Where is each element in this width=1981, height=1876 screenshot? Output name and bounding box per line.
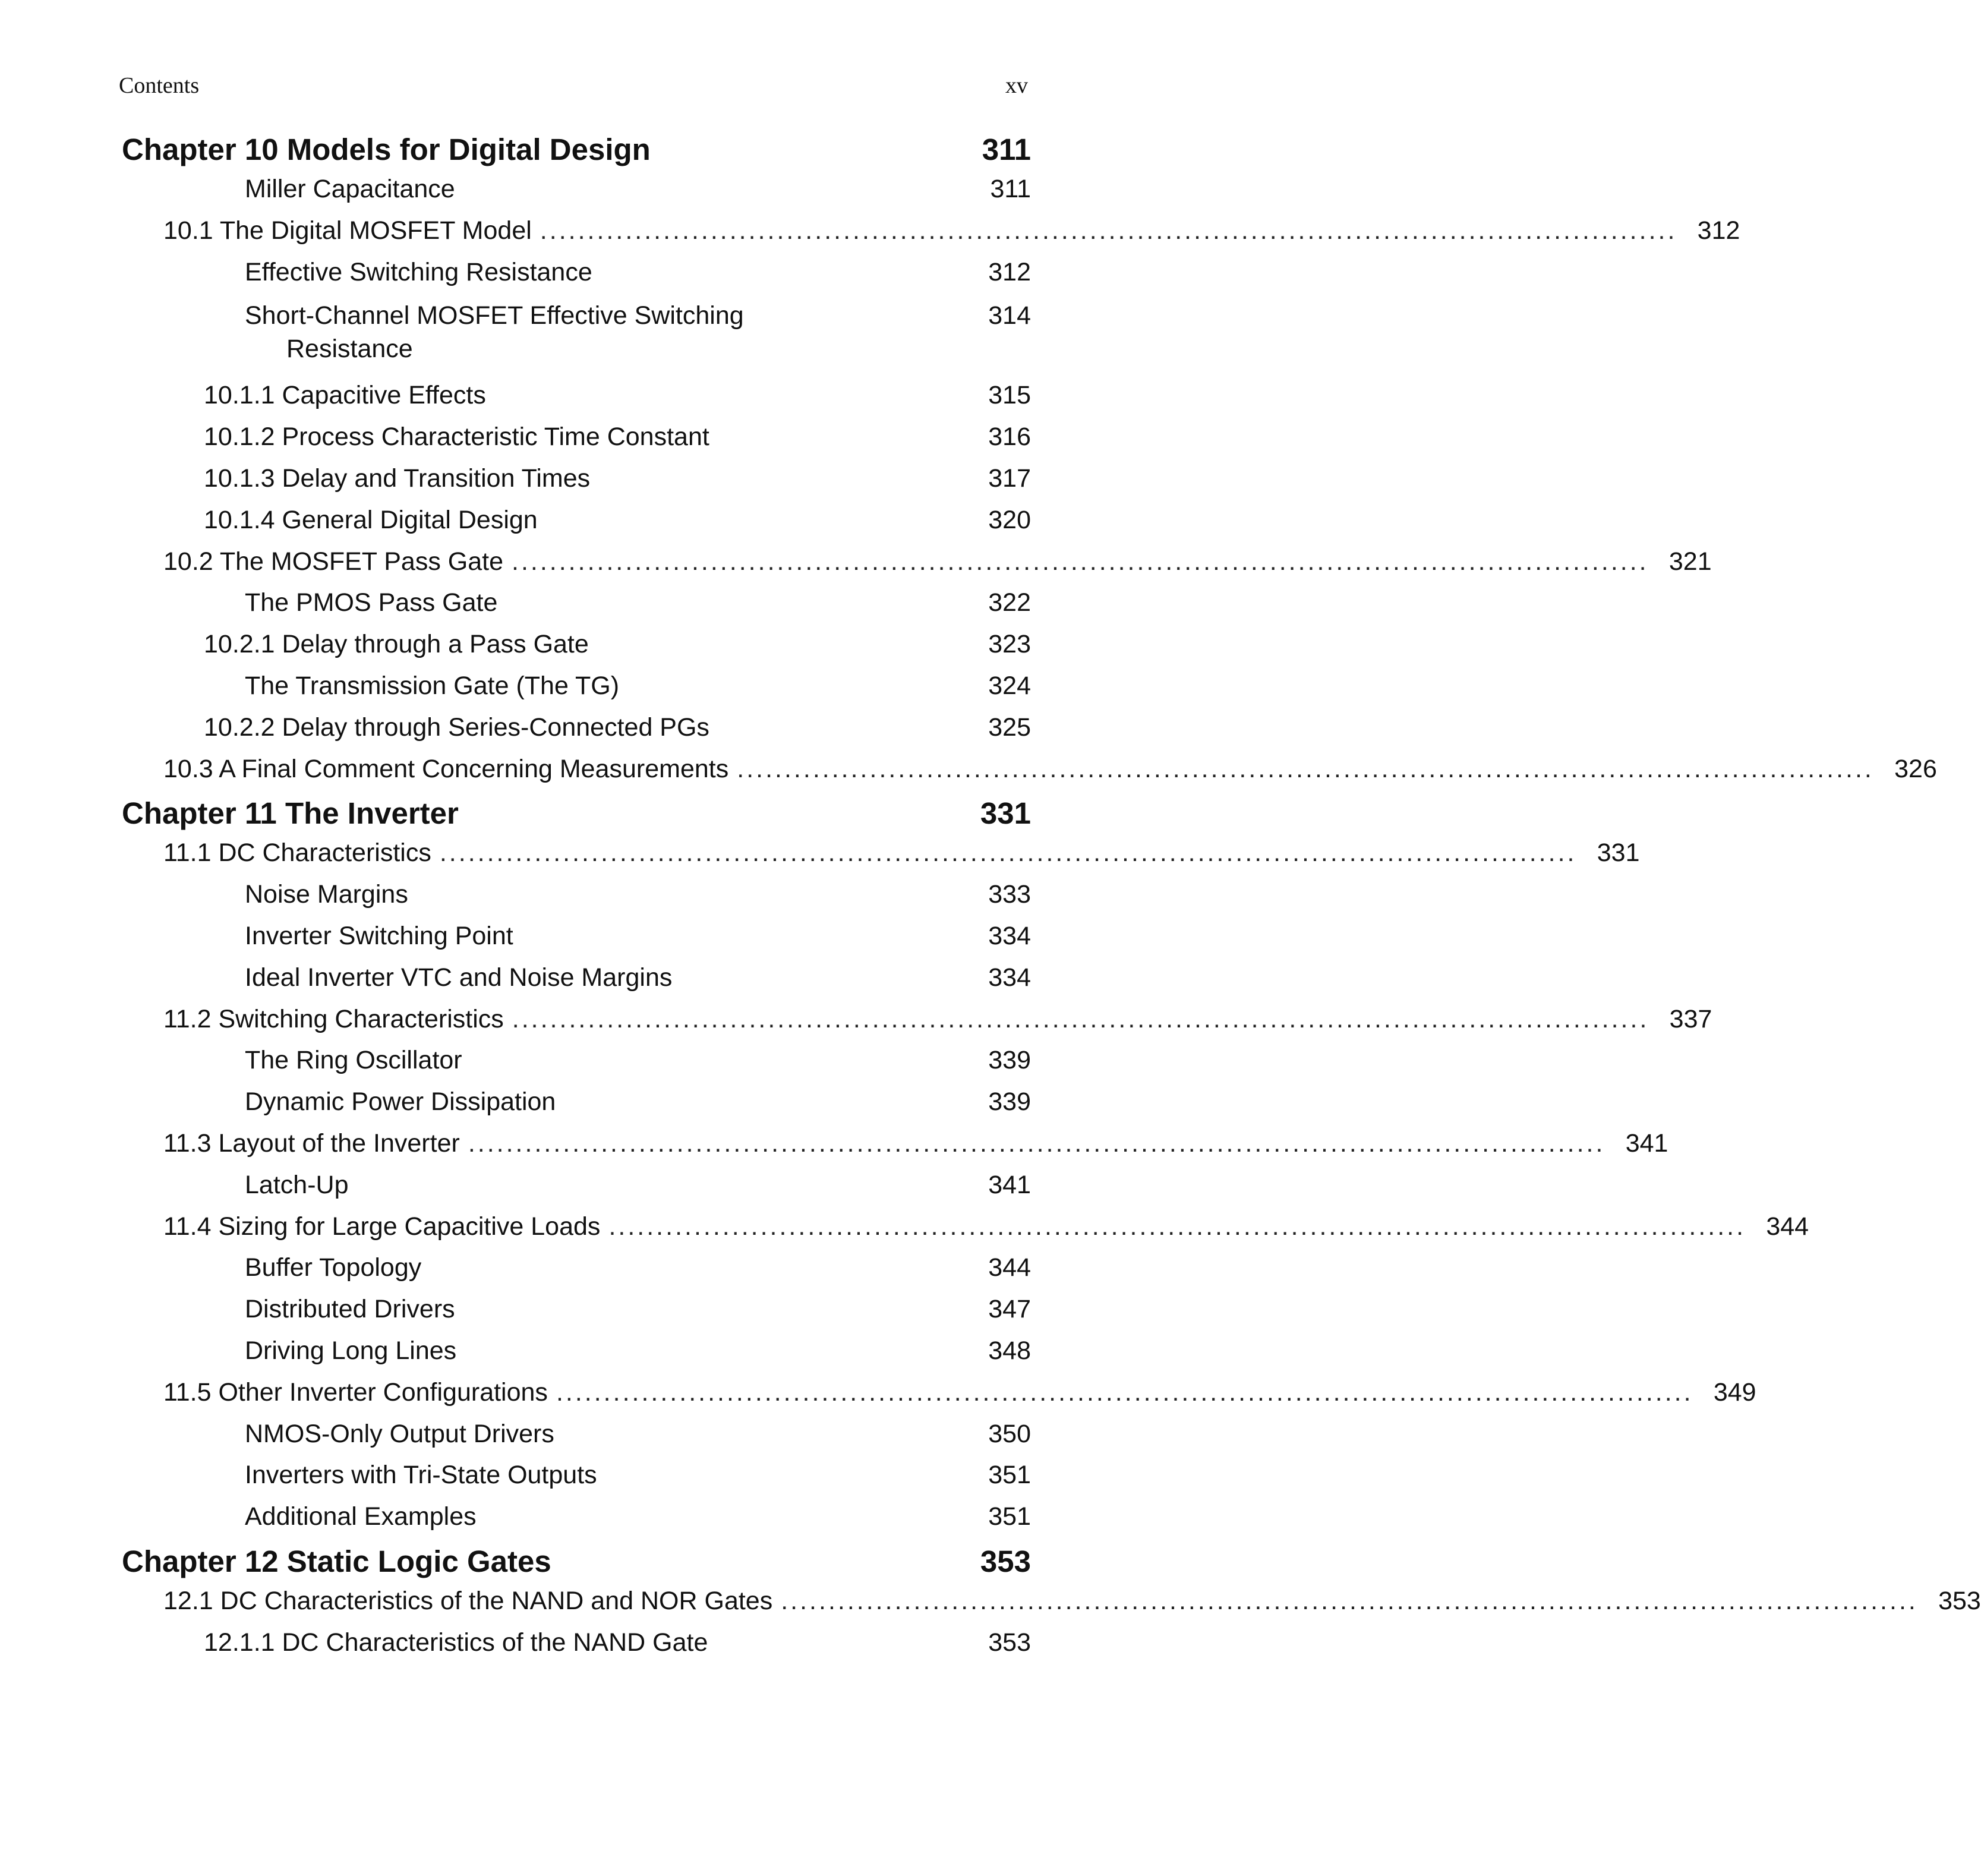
toc-entry-title: Chapter 10 Models for Digital Design	[122, 133, 651, 166]
toc-entry-title: 10.1.4 General Digital Design	[204, 505, 538, 534]
dot-leader: ........................................................................................................................	[608, 1212, 1746, 1241]
toc-chapter-heading	[122, 132, 1031, 175]
toc-entry-title: Buffer Topology	[245, 1253, 422, 1282]
toc-page-number: 333	[988, 880, 1031, 909]
toc-entry-title: Effective Switching Resistance	[245, 257, 592, 286]
toc-page-number: 323	[988, 630, 1031, 659]
toc-entry-title: 10.3 A Final Comment Concerning Measurements	[163, 754, 729, 783]
toc-entry-title: 10.1.1 Capacitive Effects	[204, 381, 486, 410]
toc-entry	[122, 1171, 1031, 1212]
toc-entry	[122, 1128, 1668, 1171]
dot-leader: ........................................................................................................................	[512, 1004, 1649, 1033]
dot-leader: ........................................................................................................................	[556, 1377, 1693, 1407]
toc-page-number: 344	[1766, 1212, 1809, 1241]
toc-entry	[122, 1295, 1031, 1336]
running-head	[119, 72, 1028, 108]
toc-page-number: 334	[988, 921, 1031, 950]
toc-entry-title: Inverters with Tri-State Outputs	[245, 1461, 597, 1490]
toc-page-number: 312	[1697, 216, 1740, 245]
toc-entry	[122, 880, 1031, 922]
toc-entry	[122, 258, 1031, 299]
toc-entry	[122, 671, 1031, 713]
toc-entry-title-line: Short-Channel MOSFET Effective Switching	[245, 301, 744, 330]
toc-entry-title: 10.1 The Digital MOSFET Model	[163, 216, 532, 245]
toc-page-number: 317	[988, 464, 1031, 493]
toc-page-number: 344	[988, 1253, 1031, 1282]
toc-page-number: 348	[988, 1336, 1031, 1365]
toc-entry	[122, 838, 1640, 880]
toc-entry-title: The Transmission Gate (The TG)	[245, 671, 620, 700]
toc-page-number: 353	[988, 1628, 1031, 1657]
toc-entry-title: Noise Margins	[245, 880, 408, 909]
toc-entry-title: Distributed Drivers	[245, 1295, 455, 1324]
toc-entry-title: 11.4 Sizing for Large Capacitive Loads	[163, 1212, 601, 1241]
toc-page-number: 341	[1625, 1128, 1668, 1158]
dot-leader: ........................................................................................................................	[540, 216, 1677, 245]
toc-entry	[122, 713, 1031, 755]
toc-entry	[122, 216, 1740, 258]
toc-page-number: 325	[988, 712, 1031, 742]
toc-entry	[122, 1628, 1031, 1670]
toc-entry-title: 10.2.1 Delay through a Pass Gate	[204, 630, 589, 659]
toc-chapter-heading	[122, 1544, 1031, 1587]
toc-page-number: 347	[988, 1295, 1031, 1324]
toc-entry	[122, 1046, 1031, 1087]
toc-entry-title: Miller Capacitance	[245, 175, 455, 203]
toc-page-number: 351	[988, 1461, 1031, 1490]
toc-entry-title: Dynamic Power Dissipation	[245, 1087, 556, 1117]
toc-entry-title: Additional Examples	[245, 1502, 477, 1531]
toc-page-number: 314	[988, 301, 1031, 330]
toc-entry-title: 10.1.3 Delay and Transition Times	[204, 464, 591, 493]
toc-entry	[122, 1461, 1031, 1502]
toc-entry-title: 10.1.2 Process Characteristic Time Constant	[204, 423, 709, 452]
toc-page-number: 311	[990, 175, 1031, 203]
toc-page-number: 326	[1894, 754, 1937, 783]
toc-entry-title: 12.1.1 DC Characteristics of the NAND Gate	[204, 1628, 708, 1657]
toc-entry	[122, 464, 1031, 506]
toc-page-number: 339	[988, 1087, 1031, 1117]
toc-page-number: 334	[988, 963, 1031, 992]
dot-leader: ........................................................................................................................	[737, 754, 1874, 783]
toc-entry	[122, 1253, 1031, 1295]
toc-page-number: 341	[988, 1170, 1031, 1199]
toc-entry	[122, 1004, 1712, 1046]
toc-entry	[122, 588, 1031, 630]
toc-chapter-heading	[122, 796, 1031, 838]
toc-entry-title: Latch-Up	[245, 1170, 349, 1199]
toc-entry	[122, 299, 1031, 381]
toc-entry-title: 10.2.2 Delay through Series-Connected PGs	[204, 712, 709, 742]
toc-entry	[122, 963, 1031, 1005]
toc-entry	[122, 1502, 1031, 1544]
toc-page-number: 339	[988, 1046, 1031, 1075]
table-of-contents	[122, 132, 1981, 1670]
toc-entry-title: 11.5 Other Inverter Configurations	[163, 1377, 548, 1407]
toc-page-number: 353	[980, 1544, 1031, 1578]
toc-entry	[122, 1586, 1981, 1628]
toc-page-number: 349	[1713, 1377, 1756, 1407]
toc-entry-title-continuation: Resistance	[286, 335, 413, 364]
dot-leader: ........................................................................................................................	[468, 1128, 1605, 1158]
toc-page-number: 311	[982, 133, 1031, 166]
toc-entry-title: NMOS-Only Output Drivers	[245, 1419, 554, 1448]
toc-entry	[122, 506, 1031, 547]
toc-entry	[122, 1377, 1756, 1420]
toc-entry	[122, 922, 1031, 963]
toc-entry	[122, 381, 1031, 423]
dot-leader: ........................................................................................................................	[439, 838, 1577, 868]
toc-entry-title: 10.2 The MOSFET Pass Gate	[163, 547, 503, 576]
toc-page-number: 316	[988, 423, 1031, 452]
toc-entry-title: 11.3 Layout of the Inverter	[163, 1128, 460, 1158]
toc-entry	[122, 1087, 1031, 1129]
toc-entry-title: The PMOS Pass Gate	[245, 588, 498, 617]
toc-entry	[122, 175, 1031, 216]
toc-entry-title: 11.2 Switching Characteristics	[163, 1004, 504, 1033]
toc-page-number: 351	[988, 1502, 1031, 1531]
toc-entry-title	[245, 299, 791, 365]
toc-entry-title: Chapter 12 Static Logic Gates	[122, 1544, 551, 1578]
toc-entry-title: Ideal Inverter VTC and Noise Margins	[245, 963, 673, 992]
toc-entry	[122, 1212, 1809, 1254]
toc-entry	[122, 754, 1937, 796]
toc-page-number: 320	[988, 505, 1031, 534]
toc-page-number: 322	[988, 588, 1031, 617]
toc-entry	[122, 1420, 1031, 1461]
toc-entry-title: 12.1 DC Characteristics of the NAND and NOR Gates	[163, 1586, 773, 1615]
toc-page-number: 324	[988, 671, 1031, 700]
toc-entry	[122, 423, 1031, 464]
dot-leader: ........................................................................................................................	[781, 1586, 1918, 1615]
toc-page-number: 312	[988, 257, 1031, 286]
running-head-title: Contents	[119, 73, 200, 98]
toc-entry-title: Driving Long Lines	[245, 1336, 457, 1365]
toc-entry-title: Inverter Switching Point	[245, 921, 513, 950]
toc-page-number: 350	[988, 1419, 1031, 1448]
toc-page-number: 331	[980, 796, 1031, 831]
toc-page-number: 321	[1668, 547, 1712, 576]
toc-entry	[122, 547, 1712, 589]
toc-entry-title: 11.1 DC Characteristics	[163, 838, 431, 868]
toc-page-number: 331	[1597, 838, 1640, 868]
toc-page-number: 337	[1669, 1004, 1712, 1033]
toc-entry	[122, 630, 1031, 671]
page-number: xv	[1005, 73, 1028, 98]
dot-leader: ........................................................................................................................	[512, 547, 1649, 576]
toc-page-number: 315	[988, 381, 1031, 410]
toc-page-number: 353	[1938, 1586, 1981, 1615]
toc-entry-title: Chapter 11 The Inverter	[122, 796, 459, 831]
toc-entry-title: The Ring Oscillator	[245, 1046, 462, 1075]
toc-entry	[122, 1336, 1031, 1378]
